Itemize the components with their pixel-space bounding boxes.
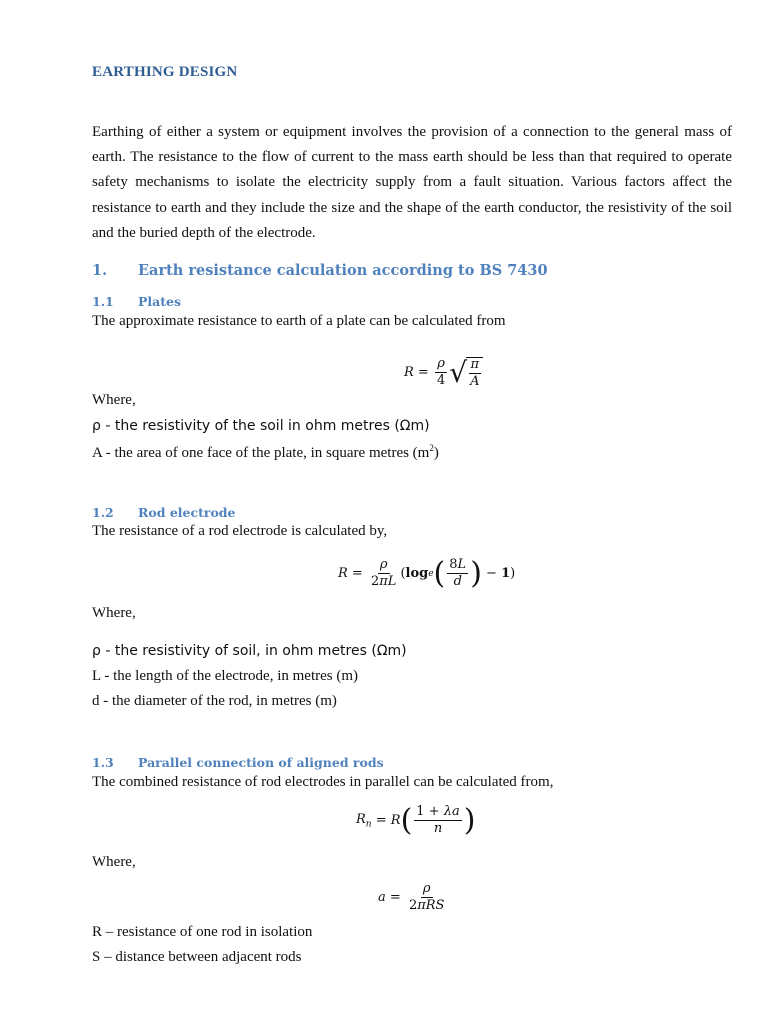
parallel-where-label: Where, (92, 854, 136, 870)
section-1-heading (92, 262, 548, 279)
intro-paragraph: Earthing of either a system or equipment involves the provision of a connection to the general mass of earth. The resistance to the flow of current to the mass earth should be less than that required to operate safety mechanisms to isolate the electricity supply from a fault situation. Various factors affect the resistance to earth and they include the size and the shape of the earth conductor, the resistivity of the soil and the buried depth of the electrode. (92, 124, 732, 241)
rod-def-length: L - the length of the electrode, in metres (m) (92, 668, 359, 684)
rod-def-diameter: d - the diameter of the rod, in metres (m) (92, 693, 337, 709)
subsection-plates-title: Plates (138, 294, 182, 309)
subsection-plates-heading (92, 294, 181, 309)
parallel-def-r: R – resistance of one rod in isolation (92, 924, 313, 940)
alpha-equation: a = $\frac{\rho}{\text{2πRS}}$ (378, 881, 445, 913)
subsection-parallel-number: 1.3 (92, 755, 114, 770)
subsection-plates-number: 1.1 (92, 294, 114, 309)
document-title: EARTHING DESIGN (92, 64, 238, 80)
plates-def-rho: ρ - the resistivity of the soil in ohm metres (Ωm) (92, 418, 430, 434)
plates-def-area: A - the area of one face of the plate, in square metres $(m^2)$ (92, 443, 439, 461)
subsection-rod-number: 1.2 (92, 505, 114, 520)
rod-intro-text: The resistance of a rod electrode is calculated by, (92, 523, 388, 539)
subsection-parallel-heading (92, 755, 384, 770)
parallel-resistance-equation: $R_n$ = R ( $\frac{1 + \lambda a}{n}$ ) (356, 802, 476, 838)
parallel-intro-text: The combined resistance of rod electrodes in parallel can be calculated from, (92, 774, 554, 790)
subsection-parallel-title: Parallel connection of aligned rods (138, 755, 384, 770)
rod-def-rho: ρ - the resistivity of soil, in ohm metres (Ωm) (92, 643, 407, 659)
plate-resistance-equation: R = $\frac{\rho}{4}$ √ $\frac{\pi}{A}$ (404, 356, 483, 389)
parallel-def-s: S – distance between adjacent rods (92, 949, 302, 965)
subsection-rod-title: Rod electrode (138, 505, 236, 520)
plates-intro-text: The approximate resistance to earth of a plate can be calculated from (92, 313, 506, 329)
section-1-number: 1. (92, 262, 108, 279)
rod-resistance-equation: R = $\frac{\rho}{2\pi L}$ ( log e ( $\frac{8L}{d}$ ) − 1 ) (338, 555, 516, 591)
subsection-rod-heading (92, 505, 235, 520)
section-1-title: Earth resistance calculation according to BS 7430 (138, 262, 548, 279)
plates-where-label: Where, (92, 392, 136, 408)
rod-where-label: Where, (92, 605, 136, 621)
